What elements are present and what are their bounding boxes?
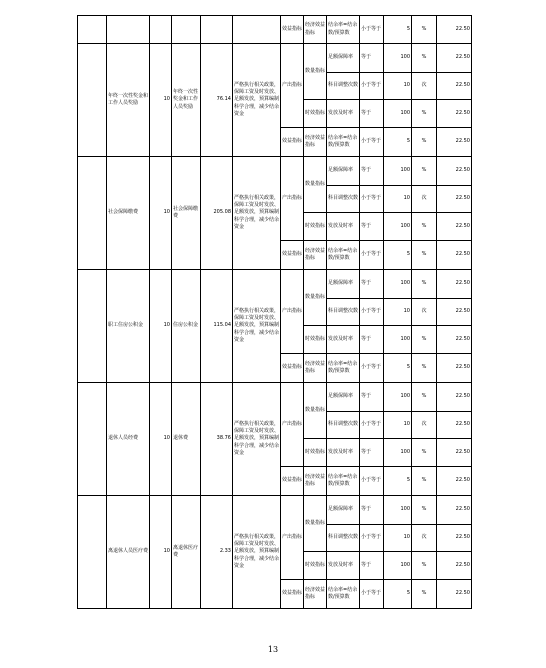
operator-cell: 小于等于 [360,186,384,213]
indicator-level3: 发放及时率 [327,552,360,580]
indicator-level3: 结余率=结余数/预算数 [327,241,360,270]
score-cell: 22.50 [437,128,472,157]
indicator-level2: 经济效益指标 [304,580,327,609]
score-cell: 22.50 [437,44,472,73]
unit-cell: % [412,580,437,609]
indicator-level3: 足额保障率 [327,44,360,73]
score-cell: 22.50 [437,580,472,609]
indicator-level1: 效益指标 [281,241,304,270]
target-value: 5 [384,580,412,609]
target-value: 100 [384,552,412,580]
indicator-level2: 时效指标 [304,326,327,354]
score-cell: 22.50 [437,270,472,299]
indicator-level1: 效益指标 [281,467,304,496]
indicator-level2: 经济效益指标 [304,128,327,157]
table-row [78,157,472,186]
project-name: 职工住房公积金 [107,270,150,383]
blank-cell [78,496,107,609]
indicator-level2: 时效指标 [304,439,327,467]
operator-cell: 等于 [360,44,384,73]
score-cell: 22.50 [437,326,472,354]
project-count: 10 [150,157,172,270]
unit-cell: % [412,100,437,128]
indicator-level3: 科目调整次数 [327,412,360,439]
operator-cell: 小于等于 [360,128,384,157]
project-count: 10 [150,383,172,496]
indicator-level2: 时效指标 [304,100,327,128]
operator-cell: 等于 [360,496,384,525]
score-cell: 22.50 [437,186,472,213]
score-cell: 22.50 [437,100,472,128]
operator-cell: 小于等于 [360,241,384,270]
indicator-level3: 足额保障率 [327,157,360,186]
indicator-level3: 发放及时率 [327,326,360,354]
score-cell: 22.50 [437,354,472,383]
project-name: 年终一次性奖金和工作人员奖励 [107,44,150,157]
score-cell: 22.50 [437,16,472,44]
amount-cell: 76.14 [201,44,233,157]
indicator-level1: 产出指标 [281,496,304,580]
amount-cell: 2.33 [201,496,233,609]
goal-cell: 严格执行相关政策，保障工资及时发放、足额发放，预算编制科学合理，减少结余资金 [233,383,281,496]
unit-cell: % [412,552,437,580]
blank-cell [78,270,107,383]
blank-cell [172,16,201,44]
score-cell: 22.50 [437,299,472,326]
operator-cell: 等于 [360,439,384,467]
operator-cell: 小于等于 [360,525,384,552]
score-cell: 22.50 [437,383,472,412]
indicator-level3: 足额保障率 [327,270,360,299]
indicator-level1: 产出指标 [281,44,304,128]
indicator-level3: 科目调整次数 [327,186,360,213]
score-cell: 22.50 [437,213,472,241]
operator-cell: 小于等于 [360,16,384,44]
blank-cell [78,383,107,496]
operator-cell: 小于等于 [360,580,384,609]
indicator-level3: 发放及时率 [327,213,360,241]
project-name: 社会保障缴费 [107,157,150,270]
table-row [78,383,472,412]
indicator-level1: 产出指标 [281,383,304,467]
operator-cell: 等于 [360,270,384,299]
unit-cell: % [412,213,437,241]
sub-item: 社会保障缴费 [172,157,201,270]
target-value: 5 [384,241,412,270]
indicator-level3: 结余率=结余数/预算数 [327,16,360,44]
indicator-level3: 结余率=结余数/预算数 [327,467,360,496]
table-row [78,270,472,299]
target-value: 100 [384,326,412,354]
target-value: 5 [384,467,412,496]
table-row [78,16,472,44]
operator-cell: 等于 [360,552,384,580]
indicator-level1: 产出指标 [281,270,304,354]
unit-cell: % [412,128,437,157]
score-cell: 22.50 [437,73,472,100]
indicator-level1: 效益指标 [281,16,304,44]
target-value: 100 [384,439,412,467]
unit-cell: 次 [412,525,437,552]
operator-cell: 小于等于 [360,412,384,439]
performance-table [77,15,472,609]
unit-cell: 次 [412,186,437,213]
indicator-level2: 经济效益指标 [304,354,327,383]
indicator-level3: 结余率=结余数/预算数 [327,580,360,609]
target-value: 100 [384,270,412,299]
project-count: 10 [150,44,172,157]
score-cell: 22.50 [437,241,472,270]
blank-cell [107,16,150,44]
unit-cell: % [412,326,437,354]
table-row [78,44,472,73]
indicator-level2: 数量指标 [304,270,327,326]
indicator-level3: 足额保障率 [327,496,360,525]
indicator-level3: 科目调整次数 [327,299,360,326]
unit-cell: % [412,241,437,270]
unit-cell: % [412,157,437,186]
target-value: 10 [384,299,412,326]
blank-cell [201,16,233,44]
unit-cell: % [412,467,437,496]
goal-cell: 严格执行相关政策，保障工资及时发放、足额发放，预算编制科学合理，减少结余资金 [233,270,281,383]
indicator-level3: 科目调整次数 [327,525,360,552]
operator-cell: 等于 [360,326,384,354]
indicator-level2: 数量指标 [304,496,327,552]
indicator-level1: 产出指标 [281,157,304,241]
sub-item: 退休费 [172,383,201,496]
indicator-level2: 数量指标 [304,383,327,439]
operator-cell: 等于 [360,157,384,186]
project-count: 10 [150,270,172,383]
unit-cell: % [412,270,437,299]
operator-cell: 等于 [360,100,384,128]
operator-cell: 等于 [360,213,384,241]
unit-cell: % [412,383,437,412]
indicator-level2: 经济效益指标 [304,241,327,270]
target-value: 10 [384,186,412,213]
sub-item: 离退休医疗费 [172,496,201,609]
indicator-level2: 时效指标 [304,213,327,241]
operator-cell: 小于等于 [360,73,384,100]
indicator-level1: 效益指标 [281,580,304,609]
indicator-level3: 结余率=结余数/预算数 [327,128,360,157]
target-value: 100 [384,496,412,525]
project-name: 退休人员经费 [107,383,150,496]
amount-cell: 205.08 [201,157,233,270]
unit-cell: 次 [412,73,437,100]
target-value: 100 [384,44,412,73]
amount-cell: 115.04 [201,270,233,383]
operator-cell: 小于等于 [360,299,384,326]
page-number: 13 [267,645,279,654]
unit-cell: % [412,44,437,73]
project-name: 离退休人员医疗费 [107,496,150,609]
sub-item: 住房公积金 [172,270,201,383]
indicator-level2: 经济效益指标 [304,16,327,44]
target-value: 5 [384,128,412,157]
target-value: 100 [384,157,412,186]
score-cell: 22.50 [437,412,472,439]
target-value: 100 [384,213,412,241]
unit-cell: 次 [412,412,437,439]
operator-cell: 小于等于 [360,467,384,496]
unit-cell: 次 [412,299,437,326]
score-cell: 22.50 [437,552,472,580]
indicator-level2: 时效指标 [304,552,327,580]
target-value: 5 [384,16,412,44]
target-value: 5 [384,354,412,383]
target-value: 10 [384,525,412,552]
blank-cell [150,16,172,44]
goal-cell: 严格执行相关政策，保障工资及时发放、足额发放，预算编制科学合理，减少结余资金 [233,496,281,609]
unit-cell: % [412,354,437,383]
indicator-level1: 效益指标 [281,128,304,157]
score-cell: 22.50 [437,525,472,552]
target-value: 100 [384,100,412,128]
target-value: 10 [384,73,412,100]
table-body [78,16,472,609]
goal-cell: 严格执行相关政策，保障工资及时发放、足额发放，预算编制科学合理，减少结余资金 [233,157,281,270]
project-count: 10 [150,496,172,609]
target-value: 100 [384,383,412,412]
indicator-level3: 结余率=结余数/预算数 [327,354,360,383]
goal-cell: 严格执行相关政策，保障工资及时发放、足额发放，预算编制科学合理，减少结余资金 [233,44,281,157]
indicator-level3: 发放及时率 [327,100,360,128]
score-cell: 22.50 [437,157,472,186]
sub-item: 年终一次性奖金和工作人员奖励 [172,44,201,157]
amount-cell: 38.76 [201,383,233,496]
operator-cell: 等于 [360,383,384,412]
score-cell: 22.50 [437,496,472,525]
score-cell: 22.50 [437,467,472,496]
indicator-level1: 效益指标 [281,354,304,383]
table-row [78,496,472,525]
blank-cell [78,157,107,270]
indicator-level2: 数量指标 [304,157,327,213]
operator-cell: 小于等于 [360,354,384,383]
blank-cell [78,16,107,44]
score-cell: 22.50 [437,439,472,467]
indicator-level3: 科目调整次数 [327,73,360,100]
indicator-level3: 发放及时率 [327,439,360,467]
indicator-level2: 数量指标 [304,44,327,100]
blank-cell [233,16,281,44]
blank-cell [78,44,107,157]
target-value: 10 [384,412,412,439]
unit-cell: % [412,16,437,44]
unit-cell: % [412,439,437,467]
unit-cell: % [412,496,437,525]
indicator-level2: 经济效益指标 [304,467,327,496]
indicator-level3: 足额保障率 [327,383,360,412]
